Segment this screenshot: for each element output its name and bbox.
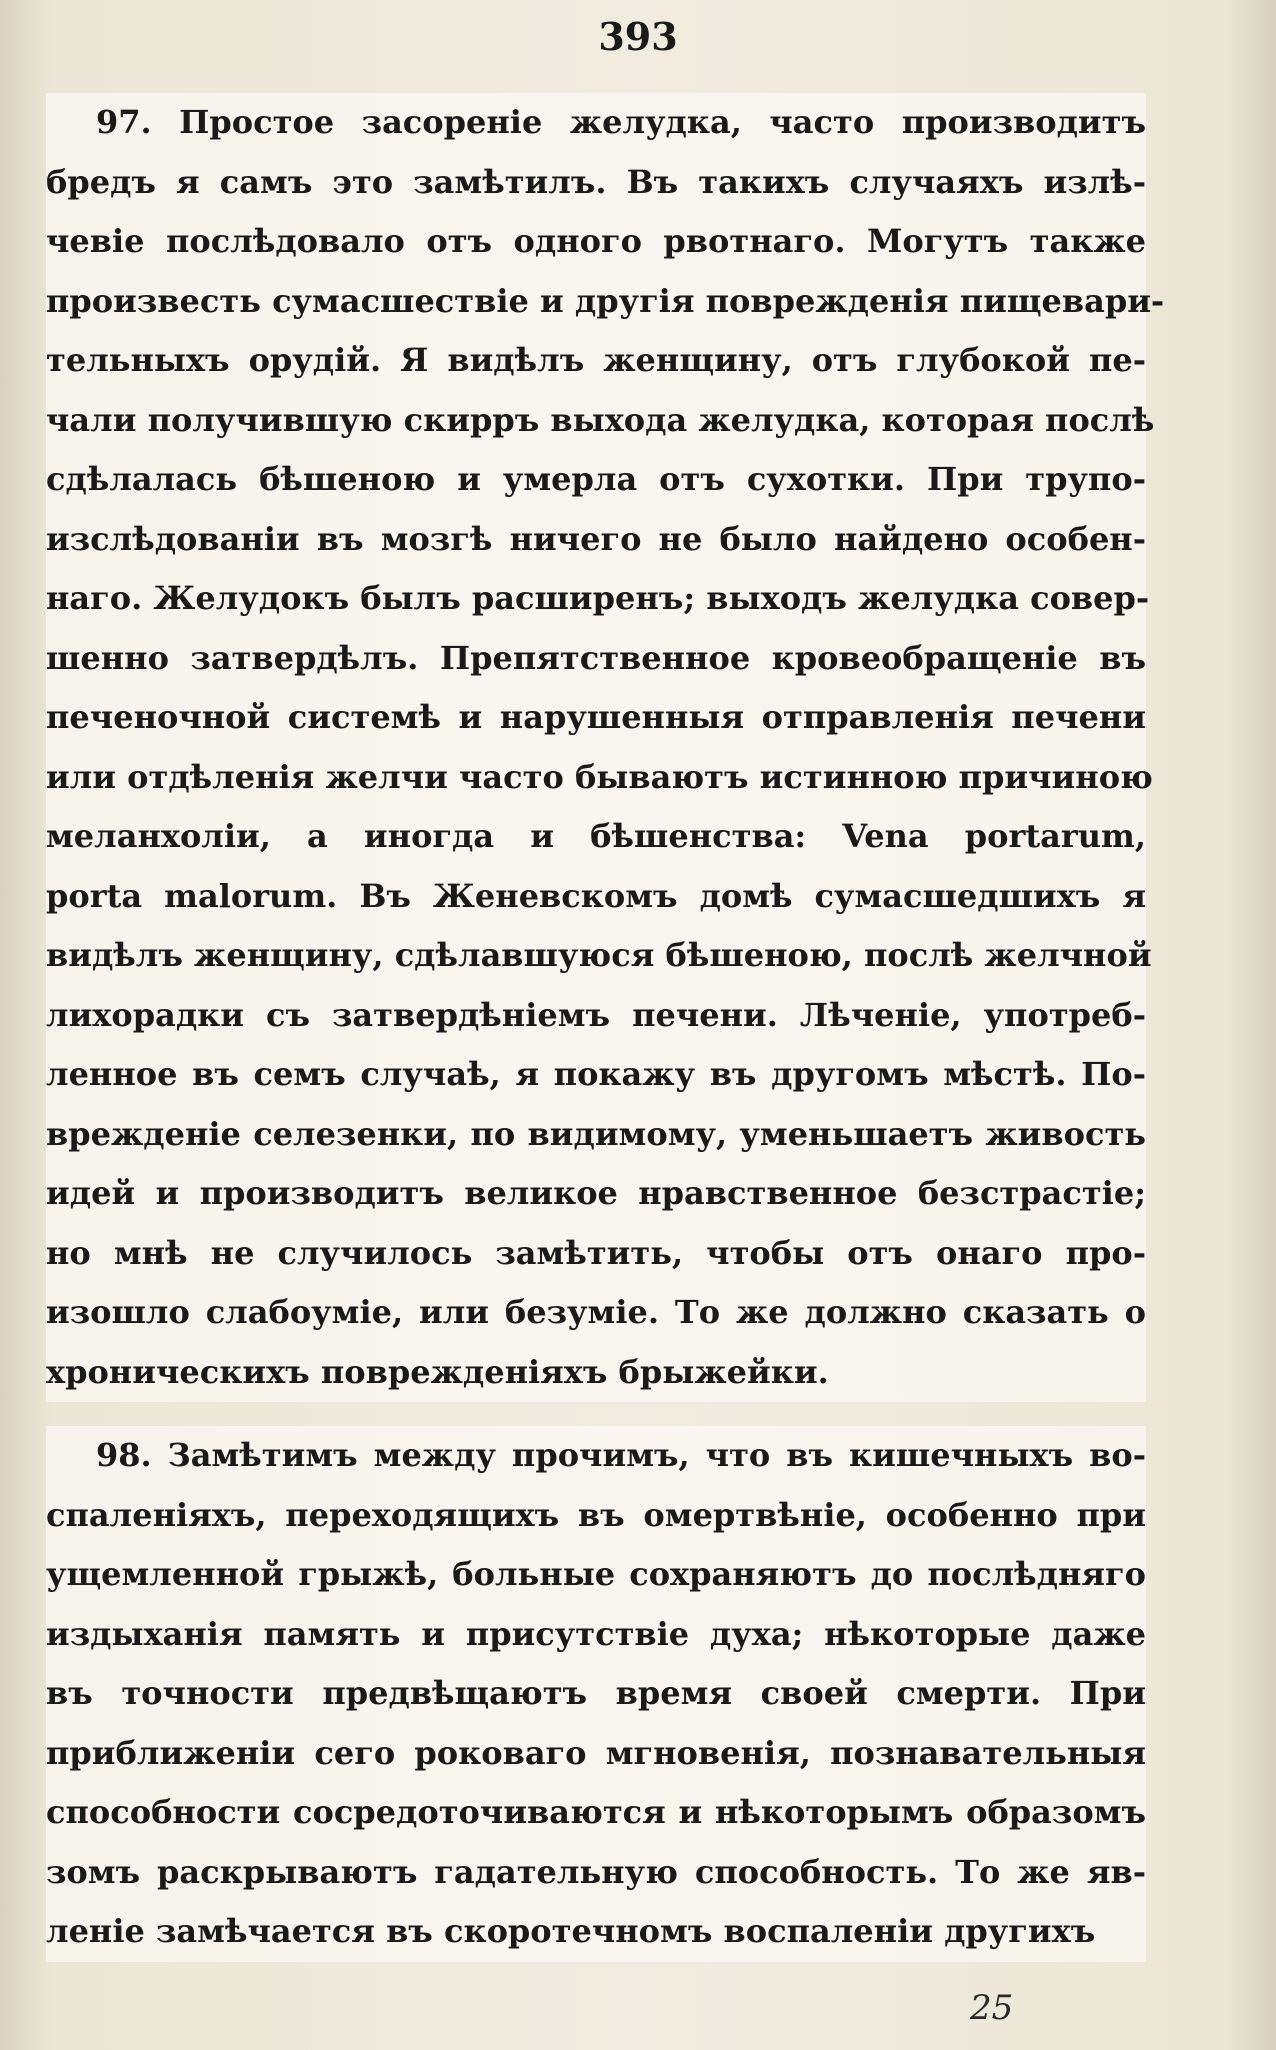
text-line: въ точности предвѣщаютъ время своей смерти. При — [46, 1664, 1146, 1724]
text-line: издыханія память и присутствіе духа; нѣкоторые даже — [46, 1605, 1146, 1665]
text-line: шенно затвердѣлъ. Препятственное кровеобращеніе въ — [46, 629, 1146, 689]
text-line: печеночной системѣ и нарушенныя отправленія печени — [46, 688, 1146, 748]
text-line: видѣлъ женщину, сдѣлавшуюся бѣшеною, послѣ желчной — [46, 926, 1146, 986]
text-line: porta malorum. Въ Женевскомъ домѣ сумасшедшихъ я — [46, 867, 1146, 927]
text-line: наго. Желудокъ былъ расширенъ; выходъ желудка совер- — [46, 569, 1146, 629]
text-line: приближеніи сего роковаго мгновенія, познавательныя — [46, 1724, 1146, 1784]
text-line: сдѣлалась бѣшеною и умерла отъ сухотки. При трупо- — [46, 450, 1146, 510]
text-line: врежденіе селезенки, по видимому, уменьшаетъ живость — [46, 1105, 1146, 1165]
text-line: ущемленной грыжѣ, больные сохраняютъ до послѣдняго — [46, 1545, 1146, 1605]
text-line: изслѣдованіи въ мозгѣ ничего не было найдено особен- — [46, 510, 1146, 570]
text-line: зомъ раскрываютъ гадательную способность. То же яв- — [46, 1843, 1146, 1903]
text-line: меланхоліи, а иногда и бѣшенства: Vena portarum, — [46, 807, 1146, 867]
paragraph-97 — [46, 93, 1165, 1402]
text-line: идей и производитъ великое нравственное безстрастіе; — [46, 1164, 1146, 1224]
page-number: 393 — [598, 14, 678, 59]
text-line: 98. Замѣтимъ между прочимъ, что въ кишечныхъ во- — [46, 1426, 1146, 1486]
text-line: произвесть сумасшествіе и другія поврежденія пищевари- — [46, 272, 1146, 332]
paragraph-98 — [46, 1426, 1146, 1962]
text-line: спаленіяхъ, переходящихъ въ омертвѣніе, особенно при — [46, 1486, 1146, 1546]
text-line: 97. Простое засореніе желудка, часто производитъ — [46, 93, 1146, 153]
text-line: чевіе послѣдовало отъ одного рвотнаго. Могутъ также — [46, 212, 1146, 272]
text-line: но мнѣ не случилось замѣтить, чтобы отъ онаго про- — [46, 1224, 1146, 1284]
text-line: тельныхъ орудій. Я видѣлъ женщину, отъ глубокой пе- — [46, 331, 1146, 391]
text-line: изошло слабоуміе, или безуміе. То же должно сказать о — [46, 1283, 1146, 1343]
text-line: способности сосредоточиваются и нѣкоторымъ образомъ — [46, 1783, 1146, 1843]
text-line: или отдѣленія желчи часто бываютъ истинною причиною — [46, 748, 1146, 808]
text-line: лихорадки съ затвердѣніемъ печени. Лѣченіе, употреб- — [46, 986, 1146, 1046]
text-line: ленное въ семъ случаѣ, я покажу въ другомъ мѣстѣ. По- — [46, 1045, 1146, 1105]
text-line: чали получившую скирръ выхода желудка, которая послѣ — [46, 391, 1146, 451]
handwritten-note: 25 — [970, 1988, 1014, 2028]
text-line: хроническихъ поврежденіяхъ брыжейки. — [46, 1343, 1146, 1403]
text-line: бредъ я самъ это замѣтилъ. Въ такихъ случаяхъ излѣ- — [46, 153, 1146, 213]
text-line: леніе замѣчается въ скоротечномъ воспаленіи другихъ — [46, 1902, 1146, 1962]
